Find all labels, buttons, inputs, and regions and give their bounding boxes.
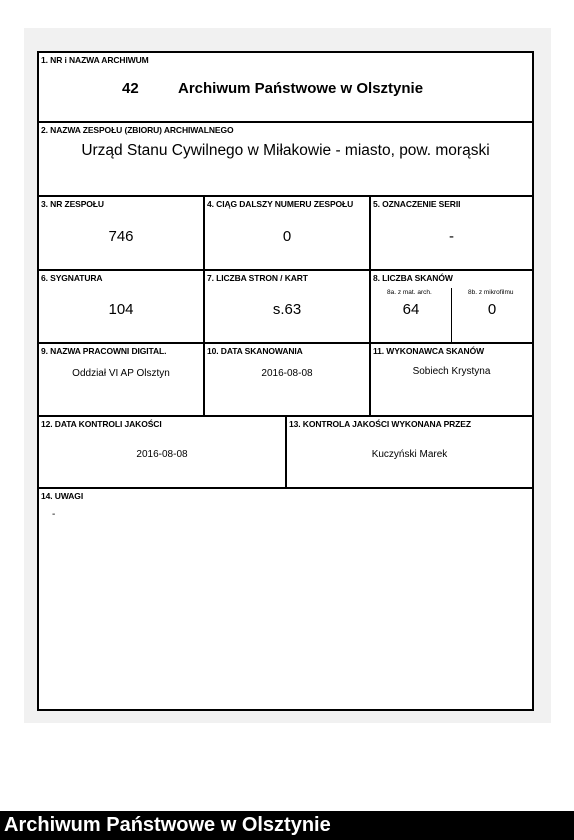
scans-archival-value: 64 [402,301,420,318]
scan-date-value: 2016-08-08 [261,368,313,379]
fond-number-label: 3. NR ZESPOŁU [41,199,104,209]
series-value: - [449,228,454,245]
divider [203,271,205,344]
scans-label: 8. LICZBA SKANÓW [373,273,453,283]
qc-operator-section [287,417,532,489]
archive-section [39,53,532,123]
divider [451,288,452,342]
collection-name: Urząd Stanu Cywilnego w Miłakowie - miasto, pow. morąski [81,142,490,159]
metadata-form [37,51,534,711]
fond-continuation-label: 4. CIĄG DALSZY NUMERU ZESPOŁU [207,199,354,209]
archive-number: 42 [122,80,139,97]
scan-date-label: 10. DATA SKANOWANIA [207,346,303,356]
fond-number-section [39,197,203,269]
signature-section [39,271,203,344]
digitization-lab-label: 9. NAZWA PRACOWNI DIGITAL. [41,346,167,356]
qc-date-section [39,417,285,489]
qc-operator-value: Kuczyński Marek [371,449,448,460]
scan-operator-label: 11. WYKONAWCA SKANÓW [373,346,485,356]
divider [285,417,287,489]
divider [369,197,371,269]
collection-label: 2. NAZWA ZESPOŁU (ZBIORU) ARCHIWALNEGO [41,125,234,135]
fond-continuation-value: 0 [282,228,292,245]
divider [203,344,205,417]
signature-value: 104 [108,301,134,318]
scans-microfilm-value: 0 [487,301,497,318]
scans-archival-label: 8a. z mat. arch. [387,289,432,296]
scan-operator-value: Sobiech Krystyna [412,366,491,377]
series-label: 5. OZNACZENIE SERII [373,199,461,209]
scans-section [371,271,532,344]
pages-value: s.63 [272,301,302,318]
collection-section [39,123,532,197]
digitization-lab-value: Oddział VI AP Olsztyn [72,368,170,379]
pages-label: 7. LICZBA STRON / KART [207,273,308,283]
fond-number-value: 746 [108,228,134,245]
divider [203,197,205,269]
pages-section [205,271,369,344]
divider [369,271,371,344]
qc-date-label: 12. DATA KONTROLI JAKOŚCI [41,419,162,429]
remarks-value: - [52,509,56,520]
footer-text: Archiwum Państwowe w Olsztynie [4,814,331,836]
signature-label: 6. SYGNATURA [41,273,103,283]
divider [369,344,371,417]
series-section [371,197,532,269]
qc-operator-label: 13. KONTROLA JAKOŚCI WYKONANA PRZEZ [289,419,471,429]
archive-label: 1. NR i NAZWA ARCHIWUM [41,55,149,65]
digitization-lab-section [39,344,203,417]
remarks-label: 14. UWAGI [41,491,84,501]
scans-microfilm-label: 8b. z mikrofilmu [468,289,514,296]
archive-footer [0,811,574,840]
scan-date-section [205,344,369,417]
fond-continuation-section [205,197,369,269]
scan-operator-section [371,344,532,417]
qc-date-value: 2016-08-08 [136,449,188,460]
remarks-section [39,489,532,709]
archive-name: Archiwum Państwowe w Olsztynie [178,80,424,97]
